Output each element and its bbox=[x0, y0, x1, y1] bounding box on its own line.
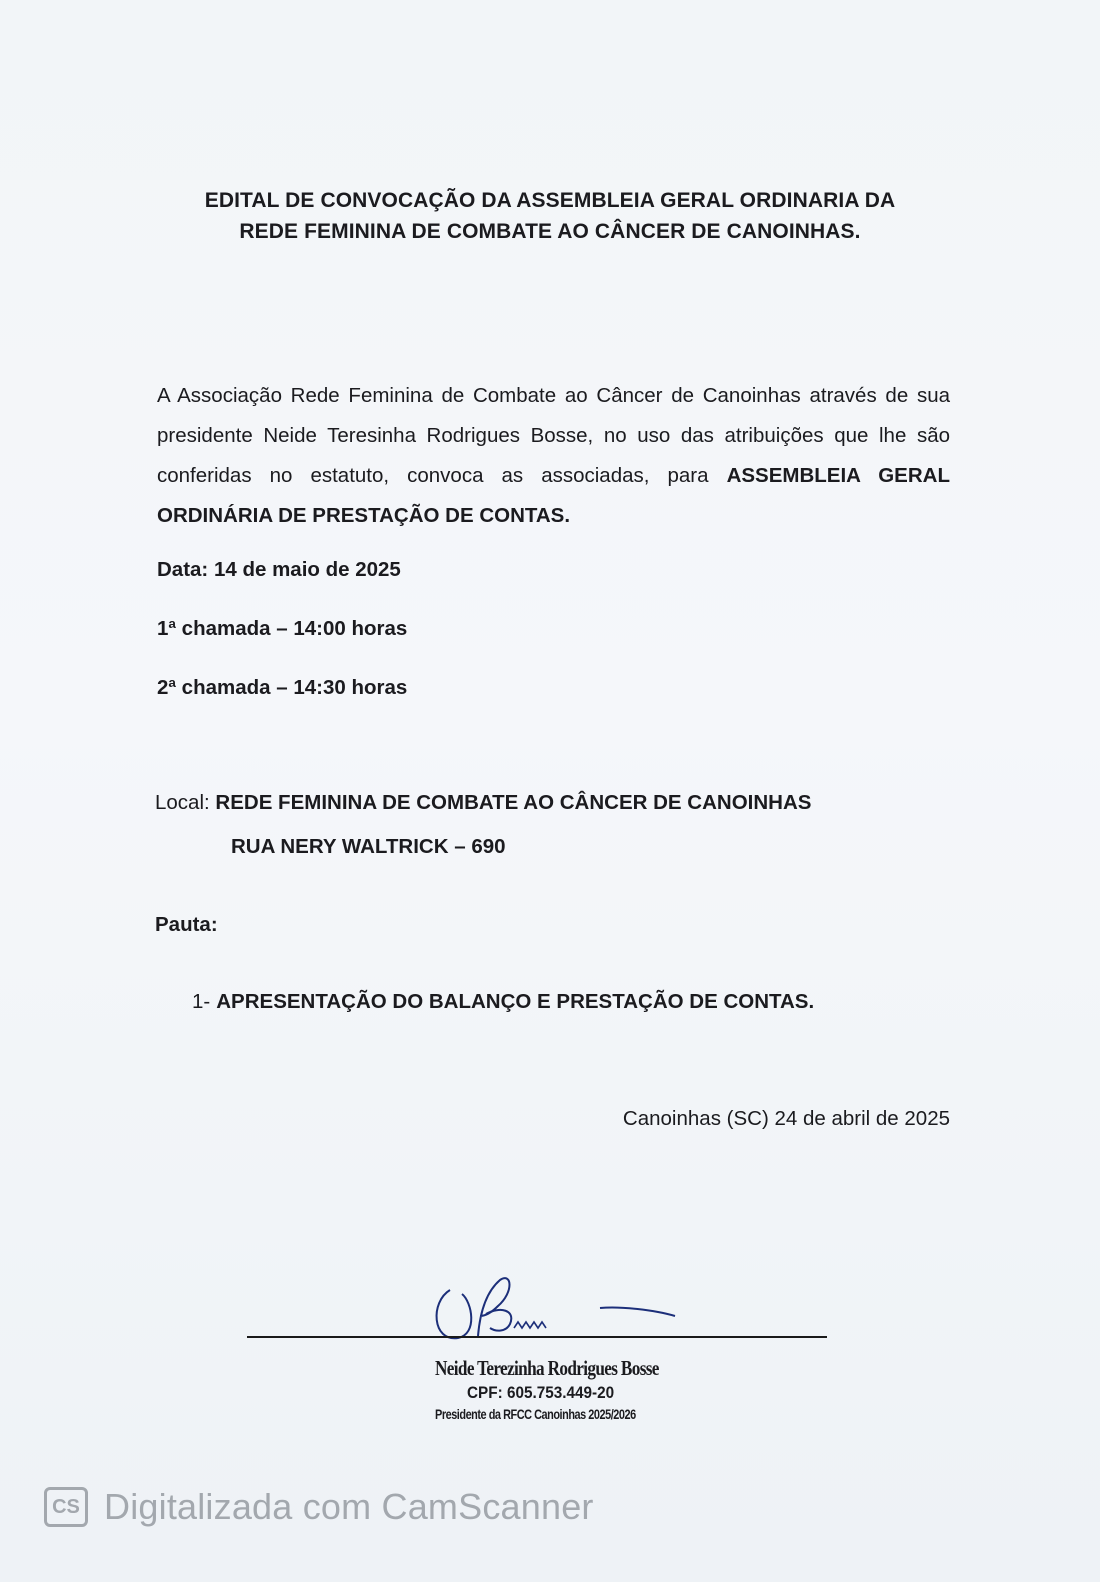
signatory-role: Presidente da RFCC Canoinhas 2025/2026 bbox=[435, 1406, 636, 1422]
camscanner-logo-icon: CS bbox=[44, 1487, 88, 1527]
meeting-date: Data: 14 de maio de 2025 bbox=[157, 558, 401, 581]
local-label: Local: bbox=[155, 791, 216, 814]
place-and-date: Canoinhas (SC) 24 de abril de 2025 bbox=[622, 1107, 950, 1130]
paragraph-bold: ASSEMBLEIA GERAL ORDINÁRIA DE PRESTAÇÃO DE CONTAS. bbox=[157, 464, 950, 527]
first-call: 1ª chamada – 14:00 horas bbox=[157, 617, 408, 640]
local-address: RUA NERY WALTRICK – 690 bbox=[231, 835, 506, 858]
signatory-cpf: CPF: 605.753.449-20 bbox=[467, 1383, 615, 1402]
handwritten-signature bbox=[420, 1272, 680, 1352]
signature-line bbox=[247, 1336, 827, 1338]
camscanner-watermark bbox=[44, 1484, 594, 1530]
agenda-label: Pauta: bbox=[155, 913, 218, 936]
convocation-paragraph bbox=[157, 376, 950, 536]
document-title bbox=[150, 185, 950, 247]
title-line-1: EDITAL DE CONVOCAÇÃO DA ASSEMBLEIA GERAL ORDINARIA DA bbox=[204, 189, 896, 212]
meeting-location bbox=[155, 791, 811, 815]
signatory-name: Neide Terezinha Rodrigues Bosse bbox=[435, 1356, 659, 1380]
title-line-2: REDE FEMININA DE COMBATE AO CÂNCER DE CANOINHAS. bbox=[239, 220, 861, 243]
second-call: 2ª chamada – 14:30 horas bbox=[157, 676, 408, 699]
paragraph-text: A Associação Rede Feminina de Combate ao Câncer de Canoinhas através de sua presidente Neide Teresinha Rodrigues Bosse, no uso das atribuições que lhe são conferidas no estatuto, convoca as associadas, para bbox=[157, 384, 950, 487]
agenda-item bbox=[192, 990, 814, 1014]
local-name: REDE FEMININA DE COMBATE AO CÂNCER DE CANOINHAS bbox=[215, 791, 812, 814]
watermark-text: Digitalizada com CamScanner bbox=[104, 1486, 594, 1527]
agenda-item-number: 1- bbox=[192, 990, 211, 1013]
agenda-item-text: APRESENTAÇÃO DO BALANÇO E PRESTAÇÃO DE CONTAS. bbox=[216, 990, 815, 1013]
